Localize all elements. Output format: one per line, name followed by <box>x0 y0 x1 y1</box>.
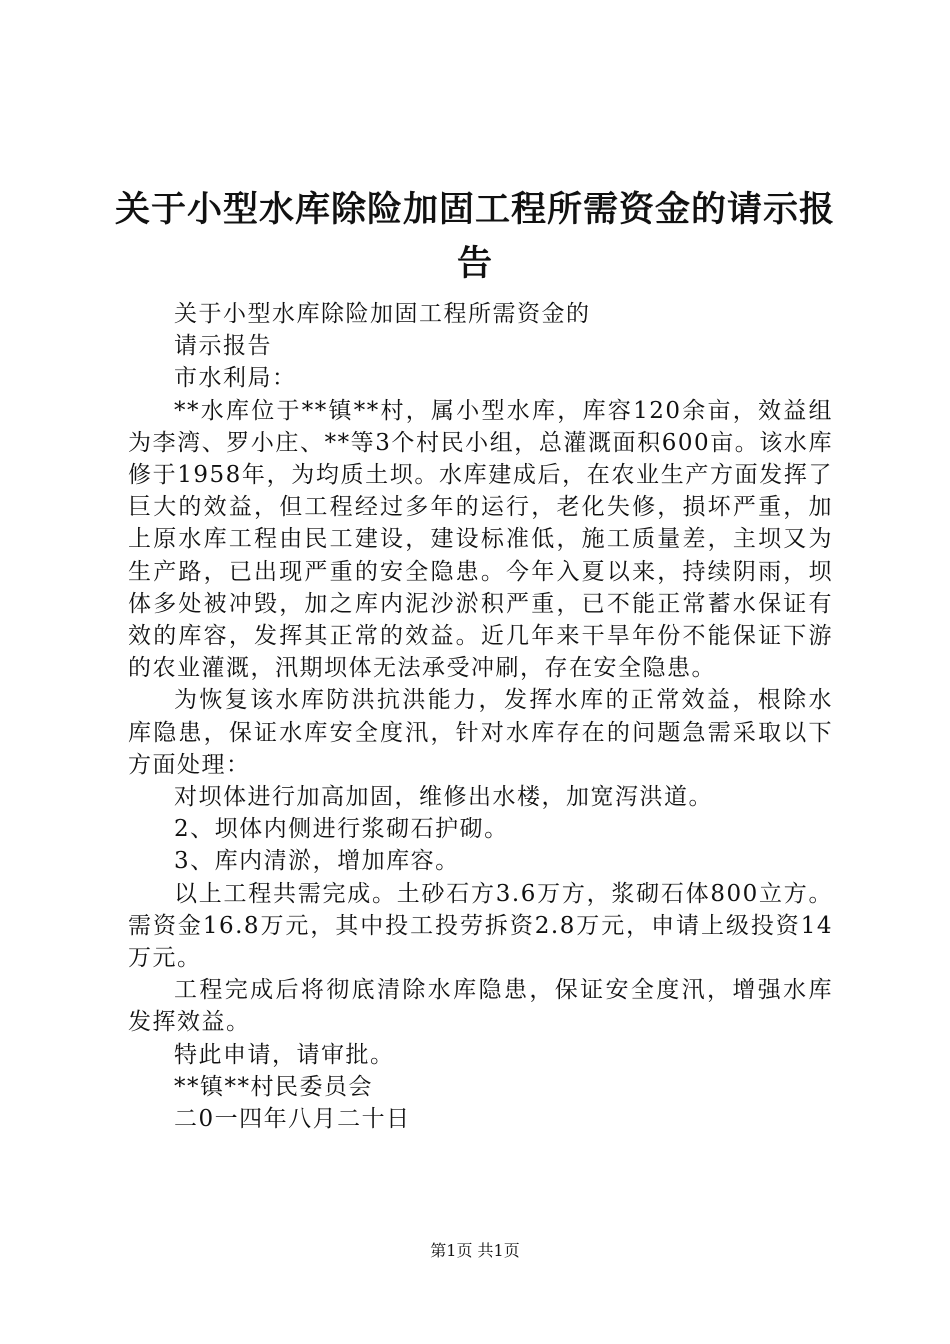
document-title-line-2: 告 <box>456 244 493 284</box>
measure-item-2: 2、坝体内侧进行浆砌石护砌。 <box>174 816 509 843</box>
document-body <box>128 298 833 1135</box>
paragraph-purpose: 为恢复该水库防洪抗洪能力，发挥水库的正常效益，根除水库隐患，保证水库安全度汛，针对水库存在的问题急需采取以下方面处理： <box>128 687 833 778</box>
signature-organization: **镇**村民委员会 <box>174 1073 373 1100</box>
paragraph-outcome: 工程完成后将彻底清除水库隐患，保证安全度汛，增强水库发挥效益。 <box>128 977 833 1036</box>
page-number-footer: 第1页 共1页 <box>430 1241 520 1260</box>
subject-line-1: 关于小型水库除险加固工程所需资金的 <box>174 301 591 327</box>
subject-line-2: 请示报告 <box>174 333 272 360</box>
document-title-line-1: 关于小型水库除险加固工程所需资金的请示报 <box>114 190 835 230</box>
measure-item-1: 对坝体进行加高加固，维修出水楼，加宽泻洪道。 <box>174 784 713 811</box>
paragraph-funding: 以上工程共需完成。土砂石方3.6万方，浆砌石体800立方。需资金16.8万元，其中投工投劳拆资2.8万元，申请上级投资14万元。 <box>128 880 833 972</box>
closing-request: 特此申请，请审批。 <box>174 1041 395 1068</box>
signature-date: 二0一四年八月二十日 <box>174 1106 411 1133</box>
salutation: 市水利局： <box>174 365 297 392</box>
paragraph-background: **水库位于**镇**村，属小型水库，库容120余亩，效益组为李湾、罗小庄、**等3个村民小组，总灌溉面积600亩。该水库修于1958年，为均质土坝。水库建成后，在农业生产方面发挥了巨大的效益，但工程经过多年的运行，老化失修，损坏严重，加上原水库工程由民工建设，建设标准低，施工质量差，主坝又为生产路，已出现严重的安全隐患。今年入夏以来，持续阴雨，坝体多处被冲毁，加之库内泥沙淤积严重，已不能正常蓄水保证有效的库容，发挥其正常的效益。近几年来干旱年份不能保证下游的农业灌溉，汛期坝体无法承受冲刷，存在安全隐患。 <box>128 397 833 682</box>
measure-item-3: 3、库内清淤，增加库容。 <box>174 848 460 875</box>
